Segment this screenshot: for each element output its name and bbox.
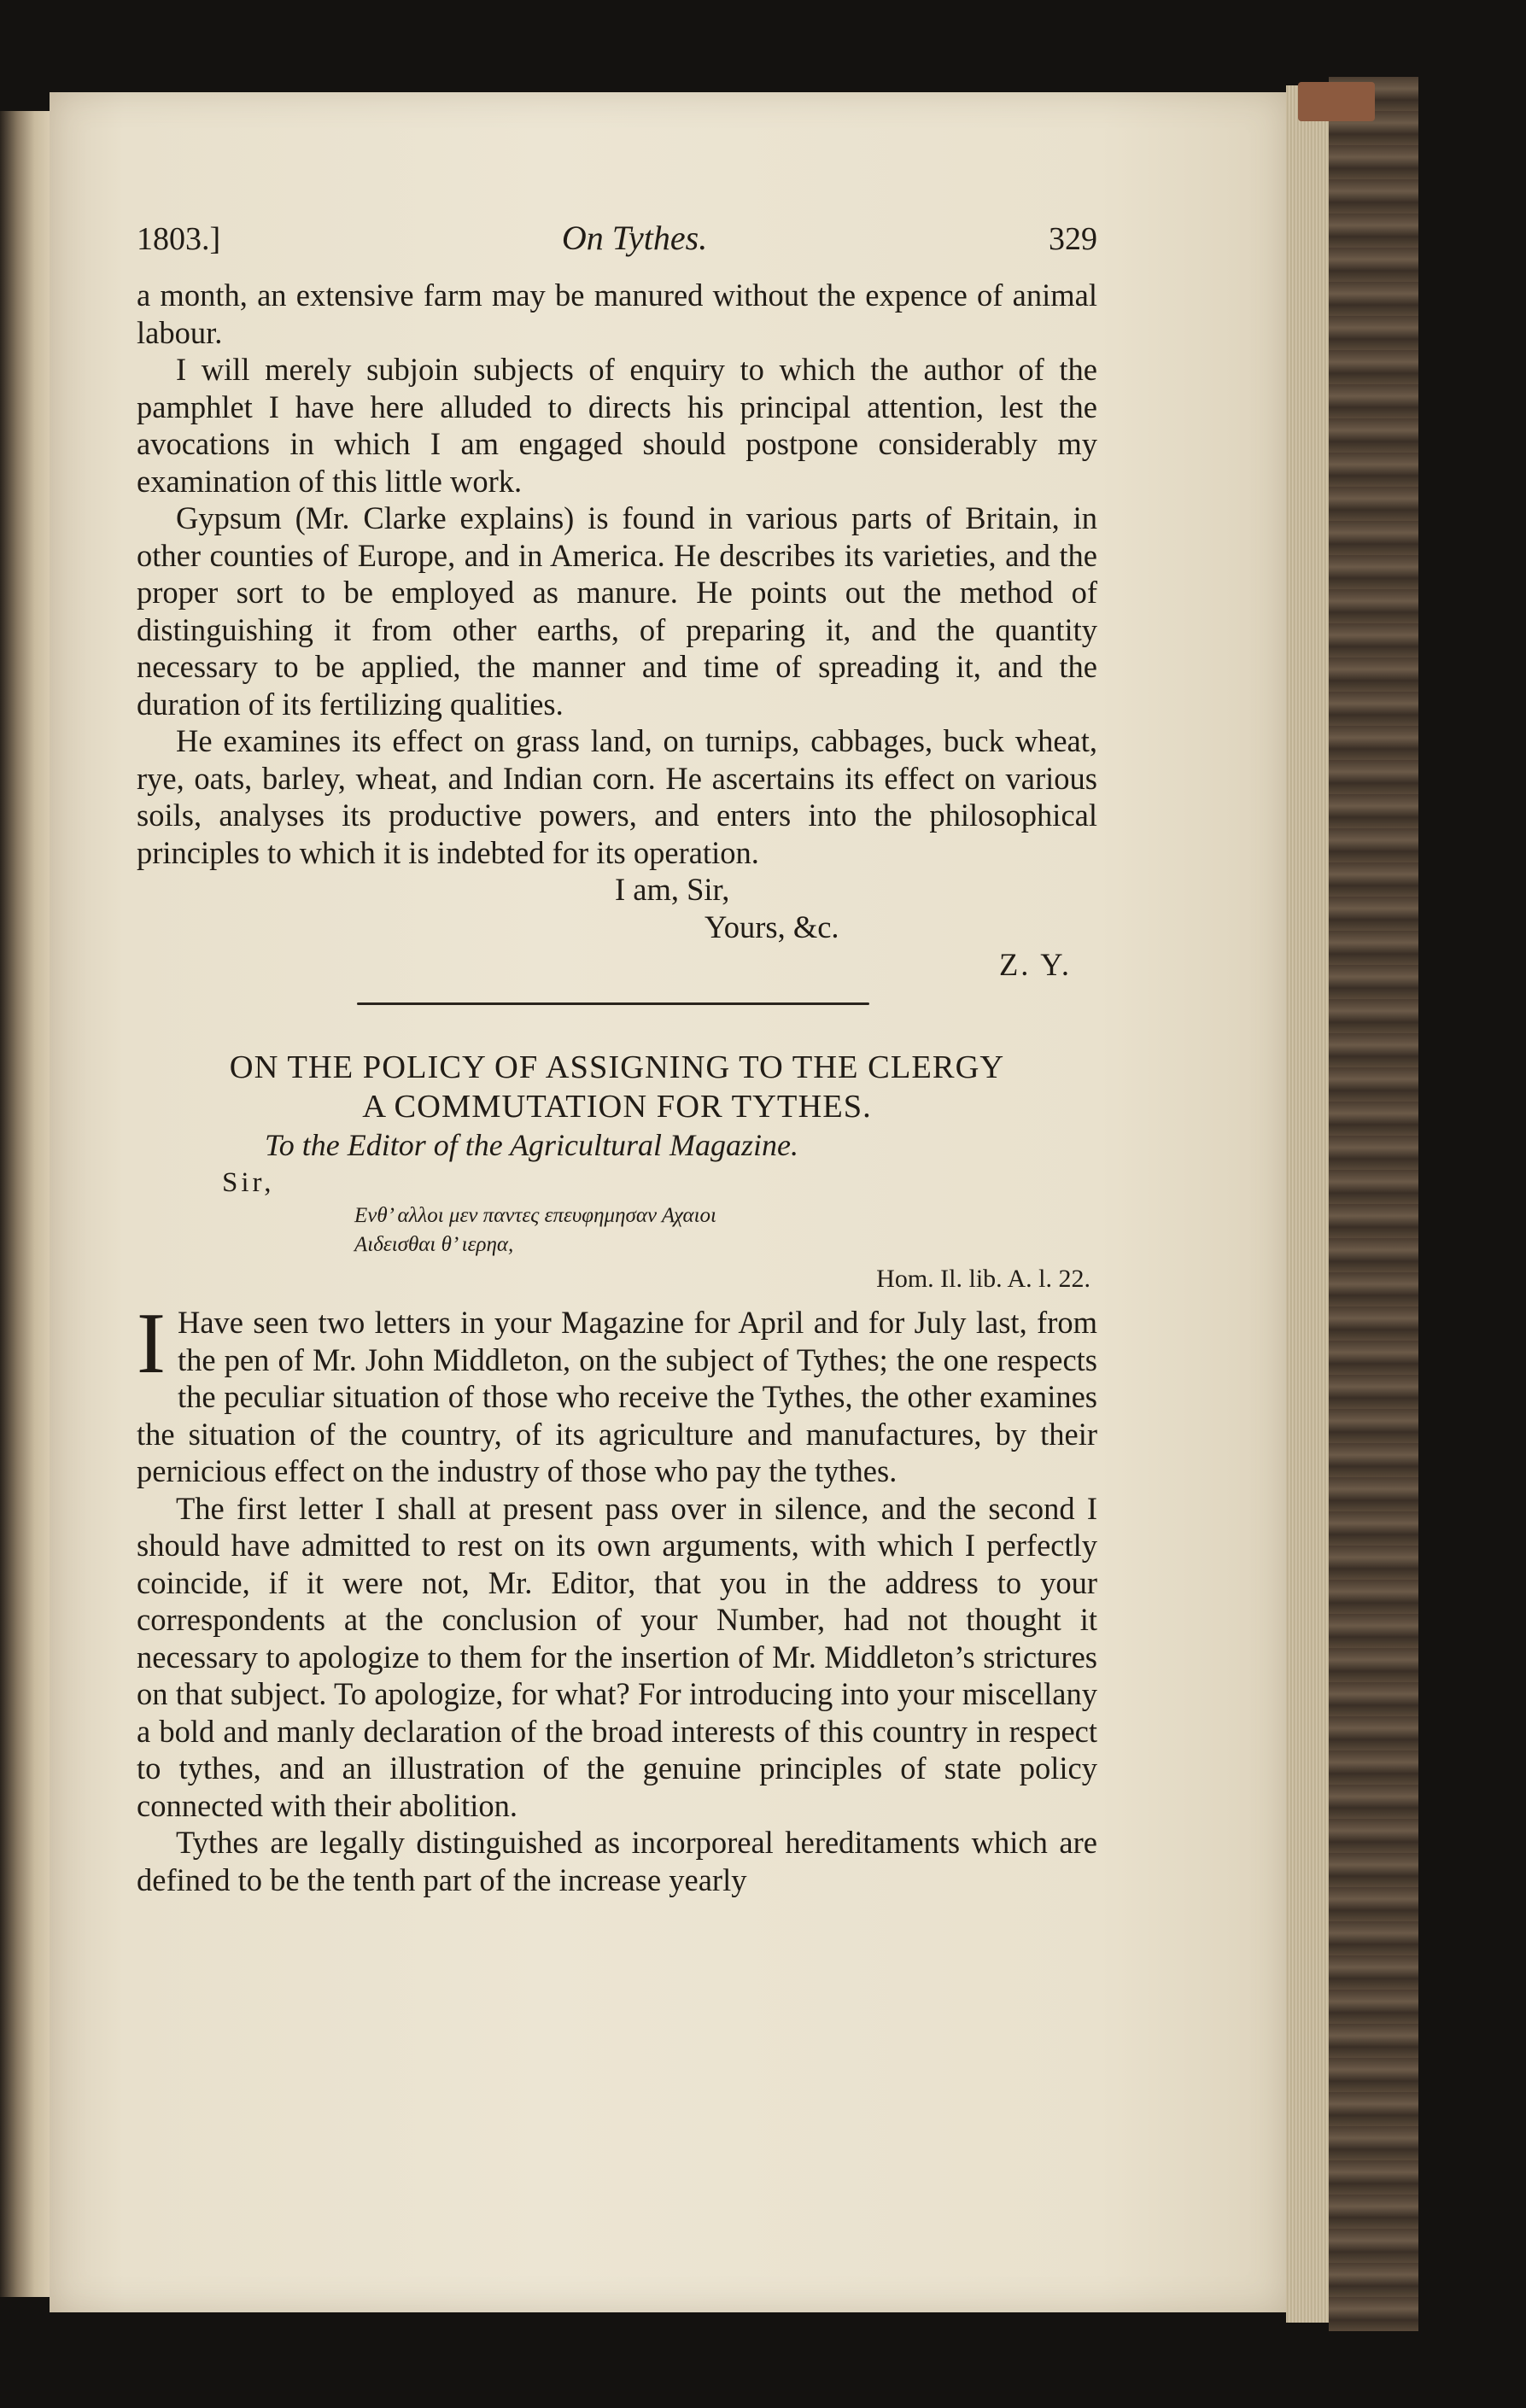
header-year: 1803.] bbox=[137, 221, 221, 257]
article-heading-line1: ON THE POLICY OF ASSIGNING TO THE CLERGY bbox=[229, 1049, 1005, 1085]
signature-initials: Z. Y. bbox=[999, 947, 1072, 982]
paragraph: a month, an extensive farm may be manured without the expence of animal labour. bbox=[137, 278, 1097, 350]
paragraph: Gypsum (Mr. Clarke explains) is found in various parts of Britain, in other counties of Europe, and in America. He describes its varieties, and the proper sort to be employed as manure. He points out the method of distinguishing it from other earths, of preparing it, and the quantity necessary to be applied, the manner and time of spreading it, and the duration of its fertilizing qualities. bbox=[137, 500, 1097, 722]
drop-cap: I bbox=[137, 1295, 166, 1392]
paragraph: The first letter I shall at present pass over in silence, and the second I should have admitted to rest on its own arguments, with which I perfectly coincide, if it were not, Mr. Editor, that you in the address to your correspondents at the conclusion of your Number, had not thought it necessary to apologize to them for the insertion of Mr. Middleton’s strictures on that subject. To apologize, for what? For introducing into your miscellany a bold and manly declaration of the broad interests of this country in respect to tythes, and an illustration of the genuine principles of state policy connected with their abolition. bbox=[137, 1490, 1097, 1823]
epigraph-citation: Hom. Il. lib. A. l. 22. bbox=[876, 1265, 1090, 1293]
salutation: Sir, bbox=[222, 1167, 275, 1198]
page-text bbox=[137, 218, 1097, 1898]
greek-epigraph-line1: Ενθ’ αλλοι μεν παντες επευφημησαν Αχαιοι bbox=[354, 1204, 716, 1227]
book-cover-edge bbox=[1329, 77, 1418, 2331]
signature-valediction: Yours, &c. bbox=[705, 909, 839, 944]
cover-corner bbox=[1298, 82, 1375, 121]
running-header bbox=[137, 218, 1097, 258]
greek-epigraph-line2: Αιδεισθαι θ’ ιερηα, bbox=[354, 1233, 514, 1256]
first-paragraph-text: Have seen two letters in your Magazine for April and for July last, from the pen of Mr. John Middleton, on the subject of Tythes; the one respects the peculiar situation of those who receive the Tythes, the other examines the situation of the country, of its agriculture and manufactures, by their pernicious effect on the industry of those who pay the tythes. bbox=[137, 1305, 1097, 1488]
header-title: On Tythes. bbox=[561, 219, 708, 257]
paragraph: I will merely subjoin subjects of enquiry to which the author of the pamphlet I have here alluded to directs his principal attention, lest the avocations in which I am engaged should postpone considerably my examination of this little work. bbox=[137, 352, 1097, 499]
page-number: 329 bbox=[1048, 221, 1097, 257]
paragraph: He examines its effect on grass land, on turnips, cabbages, buck wheat, rye, oats, barley, wheat, and Indian corn. He ascertains its effect on various soils, analyses its productive powers, and enters into the philosophical principles to which it is indebted for its operation. bbox=[137, 723, 1097, 870]
paragraph: Tythes are legally distinguished as incorporeal hereditaments which are defined to be the tenth part of the increase yearly bbox=[137, 1825, 1097, 1897]
book-spine-left bbox=[0, 111, 50, 2297]
article-heading-line2: A COMMUTATION FOR TYTHES. bbox=[362, 1089, 872, 1125]
article-heading bbox=[137, 1048, 1097, 1126]
article-first-paragraph bbox=[137, 1295, 1097, 1490]
page-edges bbox=[1286, 85, 1329, 2323]
section-divider bbox=[357, 1002, 869, 1005]
article-subheading: To the Editor of the Agricultural Magazine. bbox=[265, 1128, 799, 1162]
signature-closing: I am, Sir, bbox=[615, 872, 730, 907]
